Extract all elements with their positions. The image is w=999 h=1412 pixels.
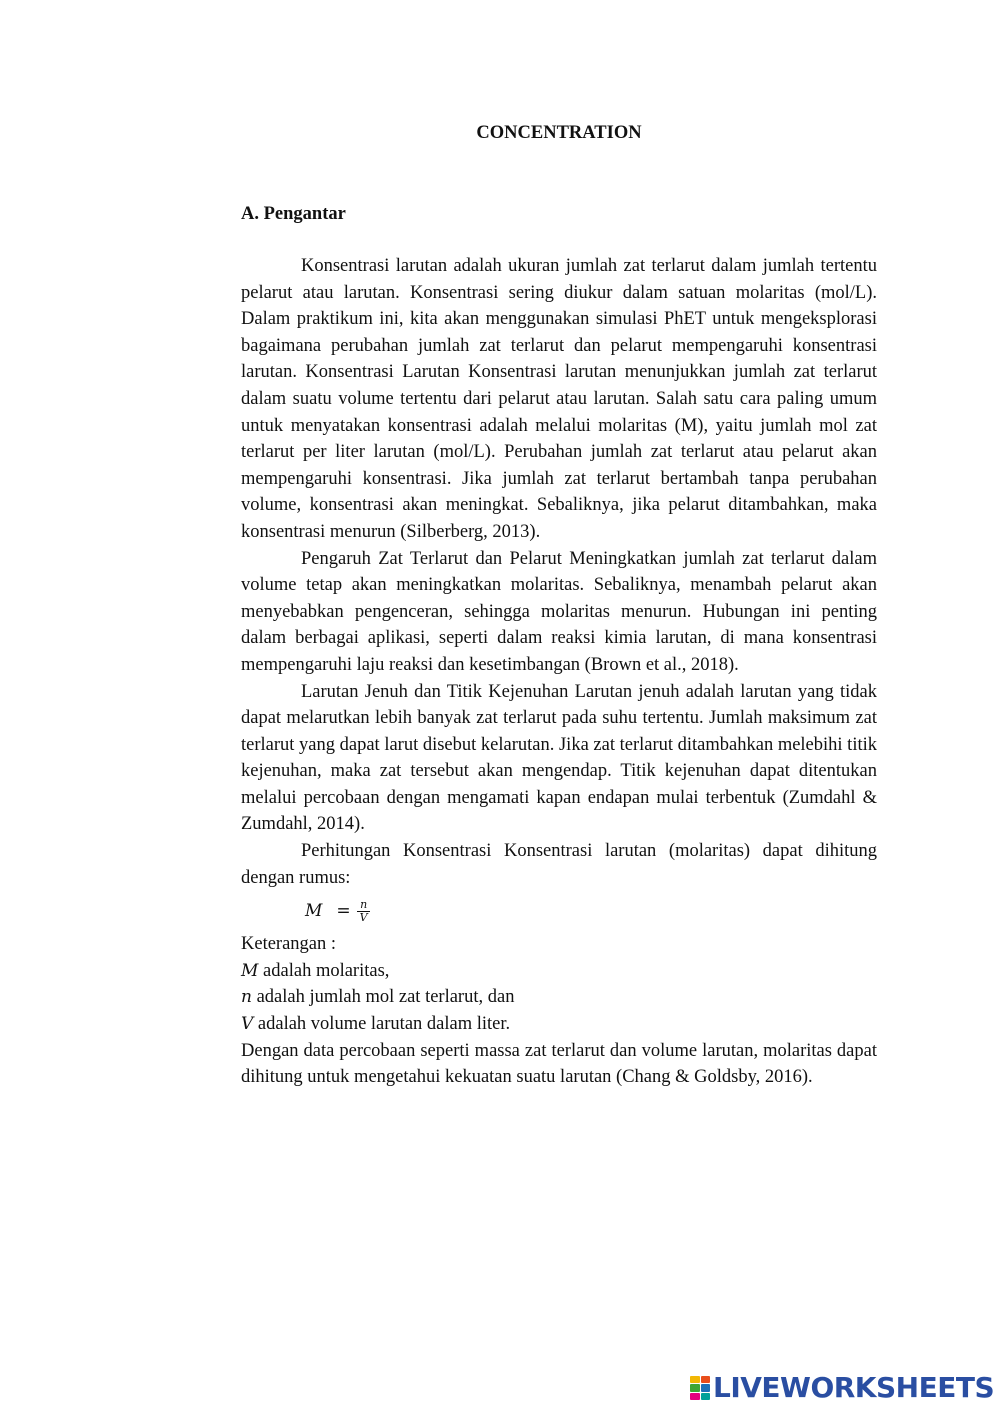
paragraph-introduction: Konsentrasi larutan adalah ukuran jumlah zat terlarut dalam jumlah tertentu pelarut atau larutan. Konsentrasi sering diukur dalam satuan molaritas (mol/L). Dalam praktikum ini, kita akan menggunakan simulasi PhET untuk mengeksplorasi bagaimana perubahan jumlah zat terlarut dan pelarut mempengaruhi konsentrasi larutan. Konsentrasi Larutan Konsentrasi larutan menunjukkan jumlah zat terlarut dalam suatu volume tertentu dari pelarut atau larutan. Salah satu cara paling umum untuk menyatakan konsentrasi adalah melalui molaritas (M), yaitu jumlah mol zat terlarut per liter larutan (mol/L). Perubahan jumlah zat terlarut atau pelarut akan mempengaruhi konsentrasi. Jika jumlah zat terlarut bertambah tanpa perubahan volume, konsentrasi akan meningkat. Sebaliknya, jika pelarut ditambahkan, maka konsentrasi menurun (Silberberg, 2013). <box>241 256 877 542</box>
section-heading: A. Pengantar <box>241 204 346 224</box>
molarity-formula <box>241 891 877 931</box>
definition-text: adalah jumlah mol zat terlarut, dan <box>251 987 515 1008</box>
definition-text: adalah volume larutan dalam liter. <box>253 1014 511 1035</box>
formula-numerator: n <box>357 899 370 912</box>
formula-denominator: V <box>359 910 368 924</box>
paragraph-closing: Dengan data percobaan seperti massa zat terlarut dan volume larutan, molaritas dapat dihitung untuk mengetahui kekuatan suatu larutan (Chang & Goldsby, 2016). <box>241 1040 877 1088</box>
liveworksheets-logo <box>690 1372 994 1404</box>
logo-tile <box>690 1384 700 1391</box>
paragraph-saturation: Larutan Jenuh dan Titik Kejenuhan Larutan jenuh adalah larutan yang tidak dapat melarutkan lebih banyak zat terlarut pada suhu tertentu. Jumlah maksimum zat terlarut yang dapat larut disebut kelarutan. Jika zat terlarut ditambahkan melebihi titik kejenuhan, maka zat tersebut akan mengendap. Titik kejenuhan dapat ditentukan melalui percobaan dengan mengamati kapan endapan mulai terbentuk (Zumdahl & Zumdahl, 2014). <box>241 681 877 835</box>
definition-item <box>241 958 877 985</box>
liveworksheets-logo-icon <box>690 1376 710 1400</box>
formula-lhs: M <box>305 900 323 921</box>
document-title: CONCENTRATION <box>476 123 642 143</box>
definition-symbol: n <box>241 987 252 1008</box>
keterangan-label: Keterangan : <box>241 934 337 955</box>
definition-text: adalah molaritas, <box>258 960 390 981</box>
logo-tile <box>690 1393 700 1400</box>
definition-item <box>241 1011 877 1038</box>
paragraph-solute-solvent: Pengaruh Zat Terlarut dan Pelarut Meningkatkan jumlah zat terlarut dalam volume tetap akan meningkatkan molaritas. Sebaliknya, menambah pelarut akan menyebabkan pengenceran, sehingga molaritas menurun. Hubungan ini penting dalam berbagai aplikasi, seperti dalam reaksi kimia larutan, di mana konsentrasi mempengaruhi laju reaksi dan kesetimbangan (Brown et al., 2018). <box>241 548 877 675</box>
formula-fraction <box>357 899 371 924</box>
paragraph-calculation: Perhitungan Konsentrasi Konsentrasi larutan (molaritas) dapat dihitung dengan rumus: <box>241 841 877 888</box>
logo-tile <box>701 1384 711 1391</box>
logo-tile <box>701 1376 711 1383</box>
definition-symbol: M <box>241 960 259 981</box>
document-body <box>241 253 877 1091</box>
definition-item <box>241 984 877 1011</box>
logo-tile <box>701 1393 711 1400</box>
definition-symbol: V <box>241 1014 254 1035</box>
logo-tile <box>690 1376 700 1383</box>
formula-equals: = <box>336 900 351 921</box>
liveworksheets-logo-text: LIVEWORKSHEETS <box>713 1371 995 1404</box>
